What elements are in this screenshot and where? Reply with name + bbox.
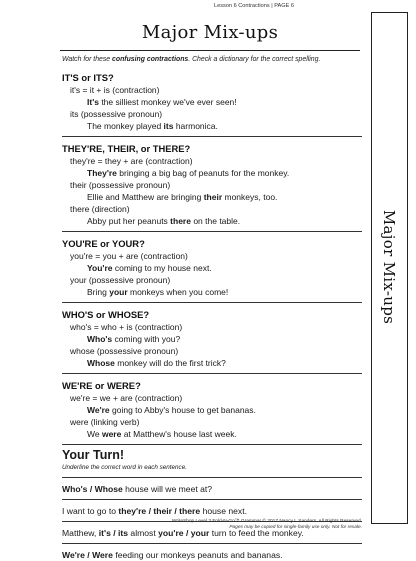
example-line [62, 286, 362, 298]
example-before: Abby put her peanuts [87, 216, 171, 226]
example-line [62, 262, 362, 274]
exercise-text: feeding our monkeys peanuts and bananas. [112, 550, 283, 560]
page-footer [104, 519, 362, 531]
intro-bold: confusing contractions [112, 56, 189, 63]
definition-line: your (possessive pronoun) [70, 275, 171, 285]
definition-line: you're = you + are (contraction) [70, 251, 188, 261]
section-divider [62, 373, 362, 374]
section-were [62, 379, 362, 440]
example-line [62, 167, 362, 179]
example-line [62, 120, 362, 132]
your-turn-title: Your Turn! [62, 448, 125, 462]
example-keyword: They're [87, 168, 117, 178]
usage-notice: Pages may be copied for single-family use only. Not for resale. [229, 525, 362, 530]
intro-text [62, 56, 320, 63]
example-line [62, 215, 362, 227]
definition-line: it's = it + is (contraction) [70, 85, 160, 95]
section-its [62, 71, 362, 132]
lesson-content [62, 71, 362, 561]
example-keyword: We're [87, 405, 110, 415]
example-rest: coming with you? [112, 334, 181, 344]
example-before: The monkey played [87, 121, 164, 131]
word-choice[interactable]: We're / Were [62, 550, 113, 560]
section-youre [62, 237, 362, 298]
example-keyword: It's [87, 97, 99, 107]
exercise-divider [62, 543, 362, 544]
word-choice[interactable]: Who's / Whose [62, 484, 123, 494]
example-before: Ellie and Matthew are bringing [87, 192, 204, 202]
copyright-line: WriteShop Level 3 Fold-N-Go™ Grammar © 2017 Nancy I. Sanders. All Rights Reserved. [171, 519, 362, 524]
section-title: IT'S or ITS? [62, 72, 114, 83]
example-keyword: You're [87, 263, 113, 273]
word-choice[interactable]: they're / their / there [118, 506, 201, 516]
exercise-text: house next. [200, 506, 248, 516]
exercise-text: almost [128, 528, 159, 538]
exercise-sentence-1 [62, 483, 362, 495]
section-title: WHO'S or WHOSE? [62, 309, 150, 320]
example-keyword: your [109, 287, 128, 297]
section-divider [62, 302, 362, 303]
word-choice[interactable]: you're / your [158, 528, 210, 538]
intro-suffix: . Check a dictionary for the correct spelling. [188, 56, 321, 63]
page-title: Major Mix-ups [141, 22, 279, 43]
exercise-sentence-4 [62, 549, 362, 561]
example-before: We [87, 429, 102, 439]
example-rest: coming to my house next. [112, 263, 212, 273]
section-divider [62, 444, 362, 445]
title-divider [60, 50, 360, 51]
example-line [62, 96, 362, 108]
example-line [62, 191, 362, 203]
section-title: WE'RE or WERE? [62, 380, 141, 391]
definition-line: whose (possessive pronoun) [70, 346, 179, 356]
example-keyword: its [163, 121, 174, 131]
example-keyword: were [101, 429, 122, 439]
exercise-text: Matthew, [62, 528, 99, 538]
example-keyword: their [203, 192, 223, 202]
example-keyword: Whose [87, 358, 115, 368]
example-line [62, 333, 362, 345]
page-header: Lesson 6 Contractions | PAGE 6 [214, 3, 295, 9]
exercise-text: I want to go to [62, 506, 119, 516]
exercise-text: house will we meet at? [122, 484, 213, 494]
example-rest: monkeys when you come! [127, 287, 229, 297]
word-choice[interactable]: it's / its [98, 528, 129, 538]
definition-line: there (direction) [70, 204, 130, 214]
example-rest: the silliest monkey we've ever seen! [98, 97, 237, 107]
section-title: THEY'RE, THEIR, or THERE? [62, 143, 191, 154]
example-rest: bringing a big bag of peanuts for the monkey. [116, 168, 290, 178]
fold-tab-label: Major Mix-ups [380, 209, 398, 325]
definition-line: its (possessive pronoun) [70, 109, 163, 119]
section-divider [62, 231, 362, 232]
example-line [62, 428, 362, 440]
definition-line: their (possessive pronoun) [70, 180, 171, 190]
your-turn-instructions: Underline the correct word in each sentence. [62, 464, 187, 471]
example-rest: harmonica. [173, 121, 218, 131]
example-rest: monkey will do the first trick? [114, 358, 226, 368]
example-rest: going to Abby's house to get bananas. [109, 405, 256, 415]
definition-line: we're = we + are (contraction) [70, 393, 183, 403]
exercise-text: turn to feed the monkey. [209, 528, 304, 538]
section-whos [62, 308, 362, 369]
example-rest: at Matthew's house last week. [121, 429, 237, 439]
definition-line: were (linking verb) [70, 417, 140, 427]
section-divider [62, 136, 362, 137]
intro-prefix: Watch for these [62, 56, 113, 63]
example-before: Bring [87, 287, 110, 297]
exercise-sentence-2 [62, 505, 362, 517]
section-title: YOU'RE or YOUR? [62, 238, 145, 249]
definition-line: who's = who + is (contraction) [70, 322, 183, 332]
your-turn-section [62, 448, 362, 561]
example-keyword: Who's [87, 334, 113, 344]
example-line [62, 404, 362, 416]
example-rest: monkeys, too. [222, 192, 278, 202]
example-keyword: there [170, 216, 191, 226]
exercise-divider [62, 477, 362, 478]
example-rest: on the table. [190, 216, 241, 226]
example-line [62, 357, 362, 369]
section-theyre [62, 142, 362, 227]
exercise-divider [62, 499, 362, 500]
definition-line: they're = they + are (contraction) [70, 156, 193, 166]
